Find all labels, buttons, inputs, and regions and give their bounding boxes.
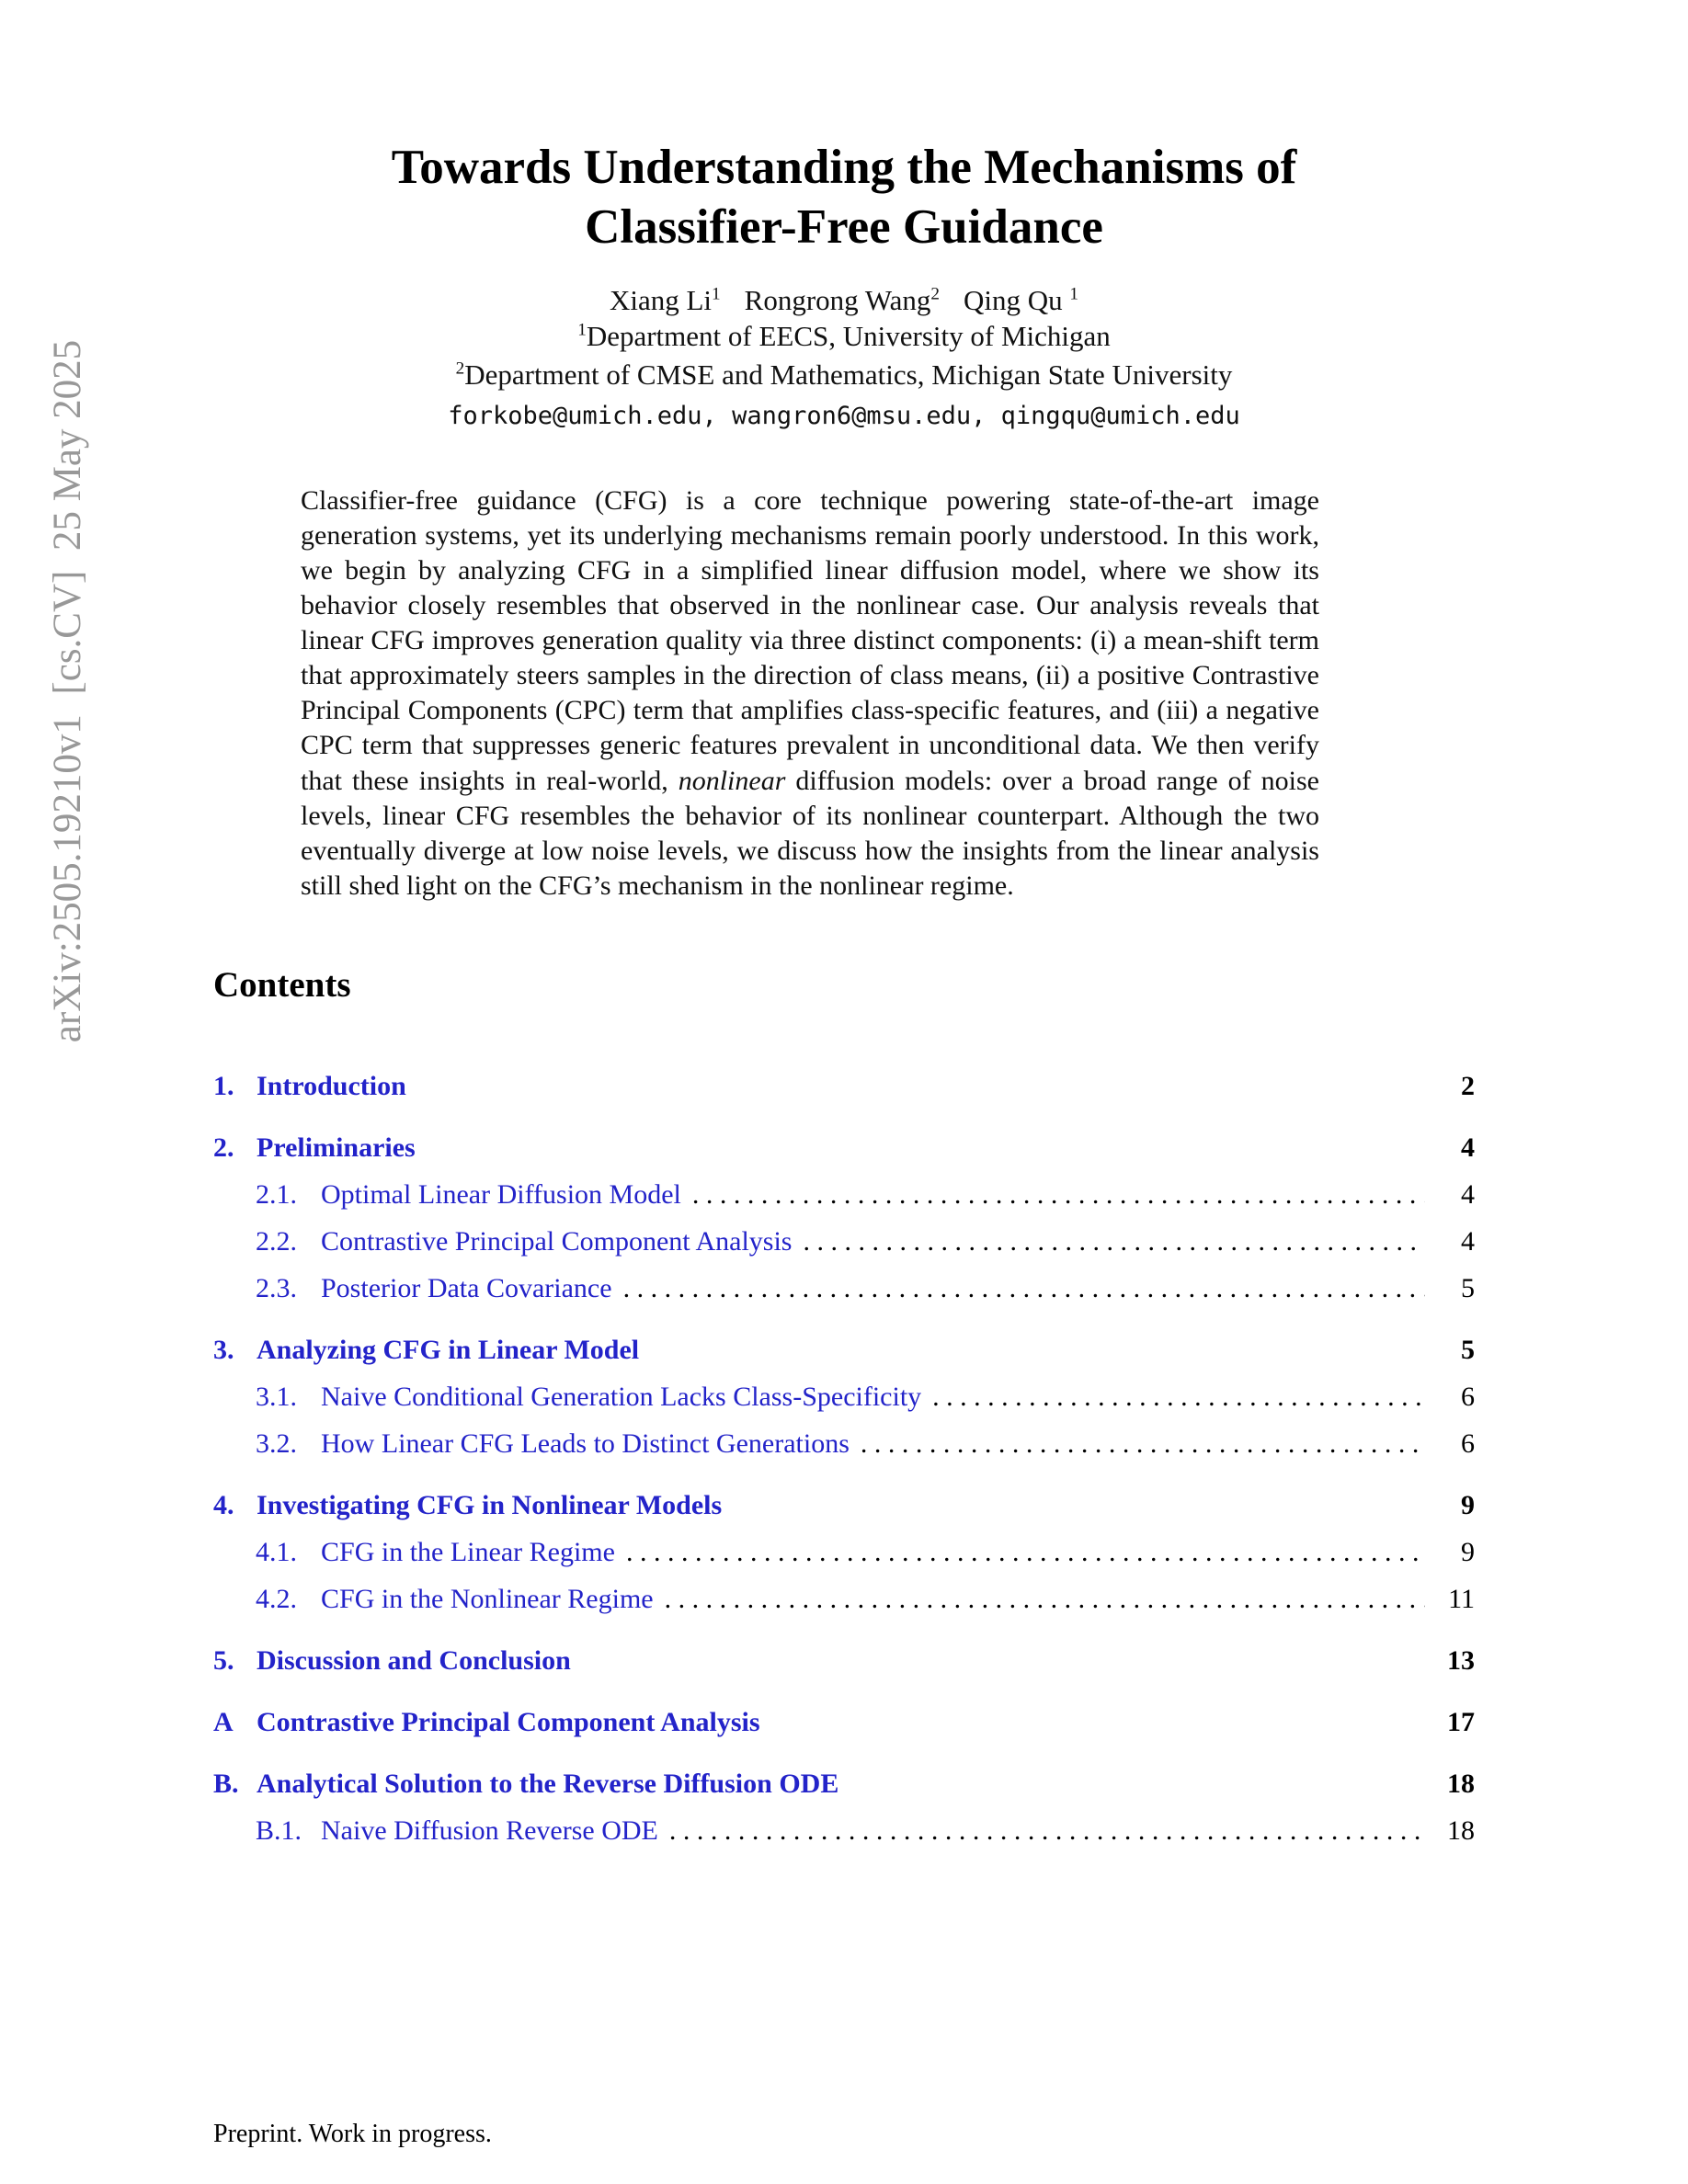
toc-entry-number: 5. [213, 1644, 234, 1676]
author-2-name: Rongrong Wang [744, 284, 931, 317]
paper-title [213, 138, 1475, 256]
toc-entry-3-1[interactable] [213, 1382, 1475, 1413]
toc-dot-leader [669, 1815, 1425, 1847]
toc-entry-page: 4 [1461, 1178, 1475, 1210]
toc-entry-number: 2.2. [256, 1225, 297, 1257]
toc-entry-2-3[interactable] [213, 1273, 1475, 1304]
toc-entry-number: 4. [213, 1489, 234, 1520]
toc-entry-page: 9 [1461, 1489, 1475, 1520]
toc-entry-page: 6 [1461, 1428, 1475, 1459]
toc-entry-number: 2. [213, 1132, 234, 1163]
author-2 [745, 284, 940, 316]
author-1-name: Xiang Li [609, 284, 713, 317]
toc-entry-2[interactable] [213, 1132, 1475, 1164]
toc-entry-label: Posterior Data Covariance [321, 1272, 612, 1303]
toc-entry-page: 5 [1461, 1272, 1475, 1303]
abstract-italic-word: nonlinear [678, 765, 786, 796]
affiliation-1-text: Department of EECS, University of Michigan [586, 320, 1111, 353]
toc-entry-2-1[interactable] [213, 1179, 1475, 1211]
toc-entry-page: 4 [1461, 1225, 1475, 1257]
toc-entry-page: 17 [1447, 1706, 1475, 1737]
toc-entry-page: 18 [1447, 1768, 1475, 1799]
toc-entry-2-2[interactable] [213, 1226, 1475, 1257]
toc-entry-label: Discussion and Conclusion [257, 1644, 571, 1676]
toc-entry-page: 4 [1461, 1132, 1475, 1163]
toc-entry-page: 5 [1461, 1334, 1475, 1365]
contents-heading: Contents [213, 964, 351, 1005]
toc-dot-leader [861, 1428, 1425, 1460]
author-1-affiliation-mark: 1 [712, 284, 721, 304]
toc-entry-label: How Linear CFG Leads to Distinct Generations [321, 1428, 850, 1459]
toc-entry-label: Analyzing CFG in Linear Model [257, 1334, 640, 1365]
affiliation-2-mark: 2 [455, 358, 465, 379]
toc-dot-leader [932, 1382, 1425, 1413]
toc-entry-label: Preliminaries [257, 1132, 416, 1163]
toc-entry-page: 6 [1461, 1381, 1475, 1412]
toc-entry-page: 9 [1461, 1536, 1475, 1567]
arxiv-watermark: arXiv:2505.19210v1 [cs.CV] 25 May 2025 [46, 339, 89, 1043]
affiliation-1 [213, 317, 1475, 355]
toc-entry-label: Contrastive Principal Component Analysis [257, 1706, 760, 1737]
toc-entry-5[interactable] [213, 1645, 1475, 1677]
toc-entry-label: Optimal Linear Diffusion Model [321, 1178, 681, 1210]
toc-entry-number: 2.1. [256, 1178, 297, 1210]
toc-dot-leader [692, 1179, 1425, 1211]
toc-entry-label: Contrastive Principal Component Analysis [321, 1225, 793, 1257]
toc-entry-3[interactable] [213, 1335, 1475, 1366]
preprint-footer-note: Preprint. Work in progress. [213, 2120, 492, 2148]
toc-entry-appendix-a[interactable] [213, 1707, 1475, 1738]
author-3-name: Qing Qu [964, 284, 1070, 317]
toc-entry-number: A [213, 1706, 234, 1737]
toc-dot-leader [665, 1584, 1425, 1615]
toc-entry-number: 1. [213, 1070, 234, 1101]
toc-entry-label: Investigating CFG in Nonlinear Models [257, 1489, 723, 1520]
toc-dot-leader [626, 1537, 1425, 1568]
abstract-text: Classifier-free guidance (CFG) is a core technique powering state-of-the-art image generation systems, yet its underlying mechanisms remain poorly understood. In this work, we begin by analyzing CFG in a simplified linear diffusion model, where we show its behavior closely resembles that observed in the nonlinear case. Our analysis reveals that linear CFG improves generation quality via three distinct components: (i) a mean-shift term that approximately steers samples in the direction of class means, (ii) a positive Contrastive Principal Components (CPC) term that amplifies class-specific features, and (iii) a negative CPC term that suppresses generic features prevalent in unconditional data. We then verify that these insights in real-world, [301, 484, 1319, 796]
toc-entry-number: 2.3. [256, 1272, 297, 1303]
abstract [301, 483, 1319, 904]
toc-entry-page: 18 [1447, 1814, 1475, 1846]
toc-entry-number: 3. [213, 1334, 234, 1365]
table-of-contents [213, 1041, 1475, 1847]
author-emails: forkobe@umich.edu, wangron6@msu.edu, qingqu@umich.edu [448, 401, 1240, 430]
toc-entry-3-2[interactable] [213, 1428, 1475, 1460]
toc-entry-label: Analytical Solution to the Reverse Diffusion ODE [257, 1768, 839, 1799]
toc-entry-number: 3.1. [256, 1381, 297, 1412]
toc-entry-4[interactable] [213, 1490, 1475, 1521]
author-3-affiliation-mark: 1 [1069, 284, 1078, 304]
paper-title-line1: Towards Understanding the Mechanisms of [391, 141, 1297, 194]
author-2-affiliation-mark: 2 [930, 284, 940, 304]
affiliation-1-mark: 1 [577, 320, 587, 340]
toc-entry-label: Naive Diffusion Reverse ODE [321, 1814, 658, 1846]
toc-entry-1[interactable] [213, 1071, 1475, 1102]
toc-entry-number: 4.1. [256, 1536, 297, 1567]
abstract-text-continued: diffusion models: over a broad range of noise levels, linear CFG resembles the behavior of its nonlinear counterpart. Although the two eventually diverge at low noise levels, we discuss how the insights from the linear analysis still shed light on the CFG’s mechanism in the nonlinear regime. [301, 765, 1319, 901]
toc-entry-number: B.1. [256, 1814, 302, 1846]
toc-entry-number: 4.2. [256, 1583, 297, 1614]
toc-entry-label: Introduction [257, 1070, 406, 1101]
toc-entry-label: CFG in the Nonlinear Regime [321, 1583, 654, 1614]
toc-entry-page: 2 [1461, 1070, 1475, 1101]
toc-dot-leader [803, 1226, 1425, 1257]
toc-entry-number: 3.2. [256, 1428, 297, 1459]
toc-entry-b-1[interactable] [213, 1815, 1475, 1847]
paper-title-line2: Classifier-Free Guidance [585, 199, 1103, 254]
toc-entry-label: Naive Conditional Generation Lacks Class-Specificity [321, 1381, 922, 1412]
toc-entry-page: 13 [1447, 1644, 1475, 1676]
author-3 [964, 284, 1078, 316]
toc-entry-4-1[interactable] [213, 1537, 1475, 1568]
author-line [213, 284, 1475, 317]
toc-entry-4-2[interactable] [213, 1584, 1475, 1615]
toc-entry-number: B. [213, 1768, 239, 1799]
toc-entry-appendix-b[interactable] [213, 1769, 1475, 1800]
affiliation-2 [213, 356, 1475, 393]
affiliation-2-text: Department of CMSE and Mathematics, Michigan State University [464, 358, 1233, 391]
author-1 [610, 284, 721, 316]
toc-entry-label: CFG in the Linear Regime [321, 1536, 615, 1567]
toc-entry-page: 11 [1448, 1583, 1475, 1614]
toc-dot-leader [623, 1273, 1425, 1304]
